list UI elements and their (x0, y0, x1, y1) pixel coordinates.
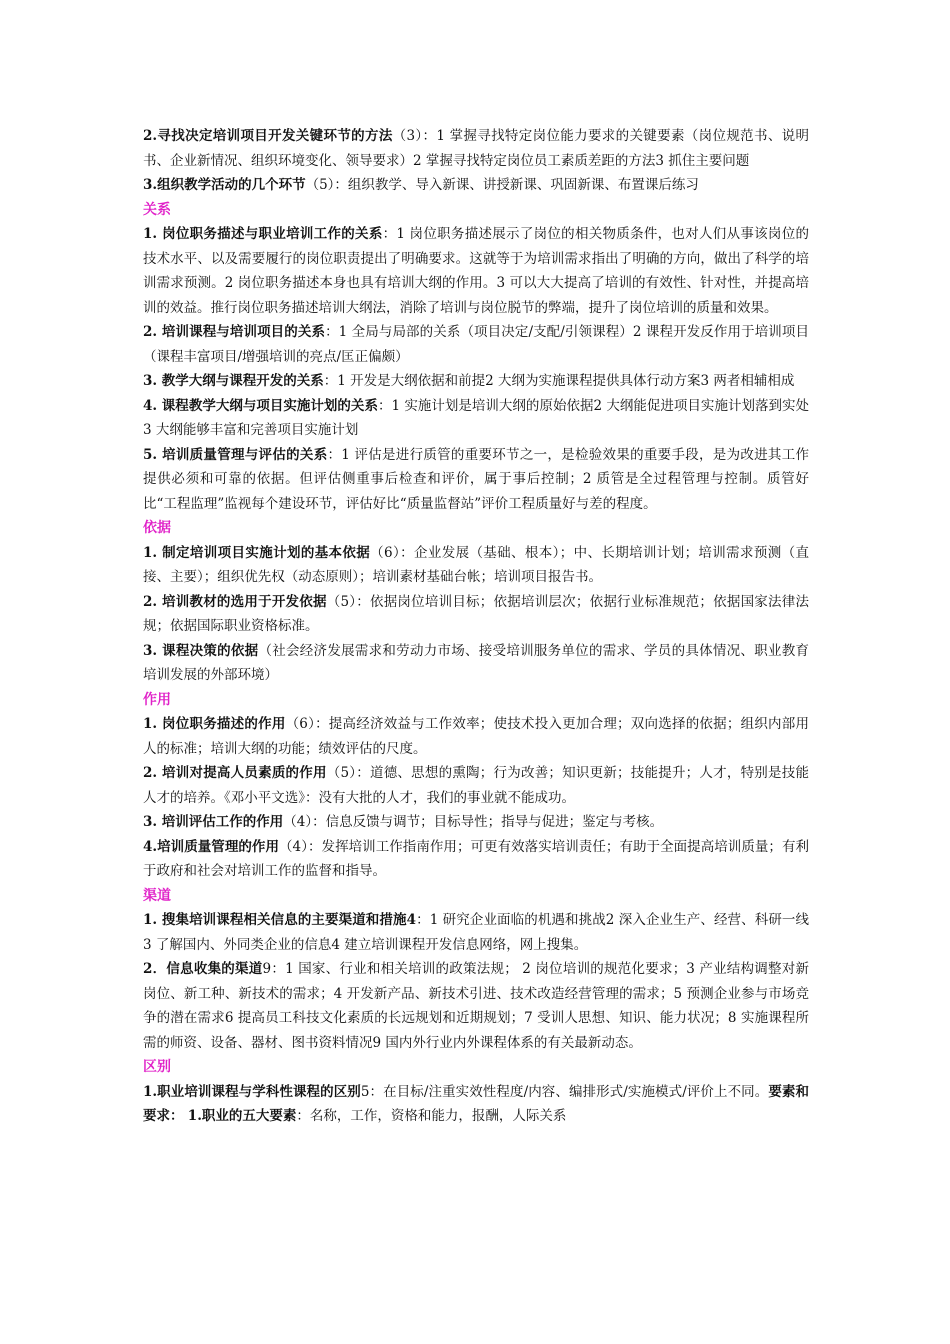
paragraph-channel-1 (143, 908, 809, 957)
paragraph-function-2 (143, 761, 809, 810)
paragraph-difference-1 (143, 1080, 809, 1129)
paragraph-body: （社会经济发展需求和劳动力市场、接受培训服务单位的需求、学员的具体情况、职业教育培训发展的外部环境） (143, 642, 810, 683)
paragraph-relation-1 (143, 222, 809, 320)
paragraph-body: ：1 评估是进行质管的重要环节之一，是检验效果的重要手段，是为改进其工作提供必须和可靠的依据。但评估侧重事后检查和评价，属于事后控制；2 质管是全过程管理与控制。质管好比“工程监理”监视每个建设环节，评估好比“质量监督站”评价工程质量好与差的程度。 (143, 446, 809, 512)
paragraph-body: ：1 全局与局部的关系（项目决定/支配/引领课程）2 课程开发反作用于培训项目（课程丰富项目/增强培训的亮点/匡正偏颇） (143, 324, 809, 365)
section-heading-relations: 关系 (143, 201, 171, 218)
paragraph-body: ：名称，工作，资格和能力，报酬，人际关系 (296, 1108, 567, 1124)
section-heading-functions: 作用 (143, 691, 171, 708)
paragraph-lead: 3. 教学大纲与课程开发的关系 (143, 373, 324, 389)
paragraph-channel-2 (143, 957, 809, 1055)
paragraph-lead: 1. 制定培训项目实施计划的基本依据 (143, 544, 371, 561)
paragraph-body: ：1 开发是大纲依据和前提2 大纲为实施课程提供具体行动方案3 两者相辅相成 (323, 373, 795, 389)
paragraph-lead: 4. 课程教学大纲与项目实施计划的关系 (143, 397, 378, 414)
paragraph-lead: 3. 培训评估工作的作用 (143, 814, 284, 830)
paragraph-body: （5）：道德、思想的熏陶；行为改善；知识更新；技能提升；人才，特别是技能人才的培养。《邓小平文选》：没有大批的人才，我们的事业就不能成功。 (143, 765, 809, 806)
section-heading-basis: 依据 (143, 520, 171, 536)
paragraph-body: ：1 研究企业面临的机遇和挑战2 深入企业生产、经营、科研一线3 了解国内、外同类企业的信息4 建立培训课程开发信息网络，网上搜集。 (143, 912, 810, 953)
paragraph-lead: 2. 培训教材的选用于开发依据 (143, 593, 327, 610)
paragraph-function-4 (143, 835, 809, 884)
paragraph-body: 5：在目标/注重实效性程度/内容、编排形式/实施模式/评价上不同。 (360, 1083, 769, 1100)
paragraph-lead: 1. 岗位职务描述与职业培训工作的关系 (143, 226, 383, 242)
paragraph-teaching-links (143, 173, 809, 198)
paragraph-body: （3）：1 掌握寻找特定岗位能力要求的关键要素（岗位规范书、说明书、企业新情况、组织环境变化、领导要求）2 掌握寻找特定岗位员工素质差距的方法3 抓住主要问题 (143, 128, 810, 169)
section-heading-differences: 区别 (143, 1059, 171, 1075)
paragraph-lead: 5. 培训质量管理与评估的关系 (143, 446, 328, 463)
paragraph-lead: 4.培训质量管理的作用 (143, 838, 280, 855)
paragraph-body: （6）：企业发展（基础、根本）；中、长期培训计划；培训需求预测（直接、主要）；组织优先权（动态原则）；培训素材基础台帐；培训项目报告书。 (143, 544, 809, 585)
paragraph-relation-4 (143, 394, 809, 443)
paragraph-basis-3 (143, 639, 809, 688)
section-heading-channels: 渠道 (143, 887, 171, 904)
paragraph-body: 9：1 国家、行业和相关培训的政策法规； 2 岗位培训的规范化要求；3 产业结构调整对新岗位、新工种、新技术的需求；4 开发新产品、新技术引进、技术改造经营管理的需求；5 预测企业参与市场竞争的潜在需求6 提高员工科技文化素质的长远规划和近期规划；7 受训人思想、知识、能力状况；8 实施课程所需的师资、设备、器材、图书资料情况9 国内外行业内外课程体系的有关最新动态。 (143, 961, 809, 1051)
paragraph-body: （5）：组织教学、导入新课、讲授新课、巩固新课、布置课后练习 (305, 177, 699, 193)
document-page (143, 124, 809, 1129)
elements-heading: 要素和要求： (143, 1083, 810, 1124)
paragraph-relation-5 (143, 443, 809, 517)
paragraph-relation-3 (143, 369, 809, 394)
paragraph-lead: 1.职业的五大要素 (187, 1108, 297, 1124)
paragraph-function-3 (143, 810, 809, 835)
paragraph-method-key-links (143, 124, 809, 173)
paragraph-lead: 1.职业培训课程与学科性课程的区别 (143, 1083, 361, 1100)
paragraph-lead: 2.寻找决定培训项目开发关键环节的方法 (143, 128, 393, 144)
paragraph-body: ：1 岗位职务描述展示了岗位的相关物质条件，也对人们从事该岗位的技术水平、以及需要履行的岗位职责提出了明确要求。这就等于为培训需求指出了明确的方向，做出了科学的培训需求预测。2 岗位职务描述本身也具有培训大纲的作用。3 可以大大提高了培训的有效性、针对性，并提高培训的效益。推行岗位职务描述培训大纲法，消除了培训与岗位脱节的弊端，提升了岗位培训的质量和效果。 (143, 226, 809, 316)
paragraph-lead: 2．信息收集的渠道 (143, 961, 263, 977)
paragraph-lead: 2. 培训课程与培训项目的关系 (143, 324, 326, 340)
paragraph-basis-1 (143, 541, 809, 590)
paragraph-basis-2 (143, 590, 809, 639)
paragraph-body: （5）：依据岗位培训目标；依据培训层次；依据行业标准规范；依据国家法律法规；依据国际职业资格标准。 (143, 593, 809, 634)
paragraph-body: （4）：发挥培训工作指南作用；可更有效落实培训责任；有助于全面提高培训质量；有利于政府和社会对培训工作的监督和指导。 (143, 838, 809, 879)
paragraph-relation-2 (143, 320, 809, 369)
paragraph-body: （6）：提高经济效益与工作效率；使技术投入更加合理；双向选择的依据；组织内部用人的标准；培训大纲的功能；绩效评估的尺度。 (143, 716, 809, 757)
paragraph-lead: 3.组织教学活动的几个环节 (143, 177, 306, 193)
paragraph-lead: 1. 岗位职务描述的作用 (143, 716, 286, 732)
paragraph-lead: 2. 培训对提高人员素质的作用 (143, 765, 327, 781)
paragraph-lead: 3. 课程决策的依据 (143, 642, 259, 659)
paragraph-body: ：1 实施计划是培训大纲的原始依据2 大纲能促进项目实施计划落到实处3 大纲能够丰富和完善项目实施计划 (143, 397, 809, 438)
paragraph-function-1 (143, 712, 809, 761)
paragraph-body: （4）：信息反馈与调节；目标导性；指导与促进；鉴定与考核。 (283, 814, 664, 830)
paragraph-lead: 1. 搜集培训课程相关信息的主要渠道和措施4 (143, 912, 416, 928)
